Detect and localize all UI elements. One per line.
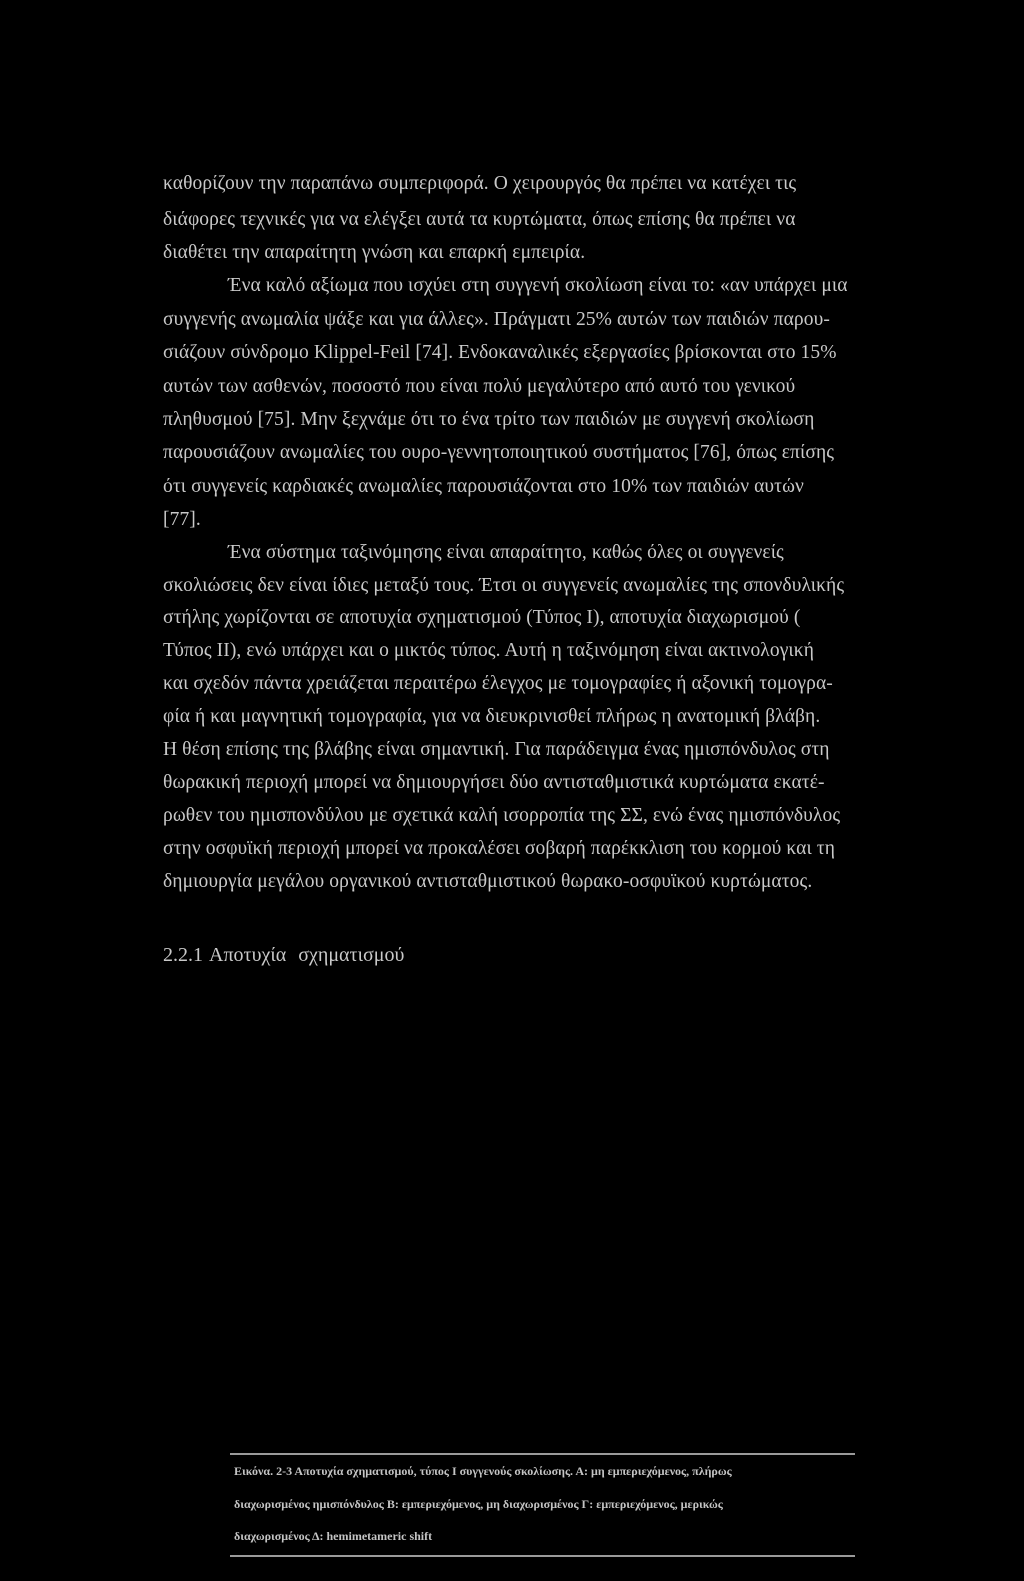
text-line: σιάζουν σύνδρομο Klippel-Feil [74]. Ενδοκαναλικές εξεργασίες βρίσκονται στο 15% bbox=[163, 342, 837, 363]
caption-bottom-rule bbox=[230, 1555, 855, 1557]
text-line: στην οσφυϊκή περιοχή μπορεί να προκαλέσει σοβαρή παρέκκλιση του κορμού και τη bbox=[163, 838, 836, 859]
text-line: ότι συγγενείς καρδιακές ανωμαλίες παρουσιάζονται στο 10% των παιδιών αυτών bbox=[163, 476, 804, 497]
text-line: στήλης χωρίζονται σε αποτυχία σχηματισμού (Τύπος Ι), αποτυχία διαχωρισμού ( bbox=[163, 607, 801, 628]
text-line: φία ή και μαγνητική τομογραφία, για να διευκρινισθεί πλήρως η ανατομική βλάβη. bbox=[163, 706, 821, 727]
text-line: διαθέτει την απαραίτητη γνώση και επαρκή εμπειρία. bbox=[163, 242, 586, 263]
text-line: διάφορες τεχνικές για να ελέγξει αυτά τα κυρτώματα, όπως επίσης θα πρέπει να bbox=[163, 209, 796, 230]
text-line: δημιουργία μεγάλου οργανικού αντισταθμιστικού θωρακο-οσφυϊκού κυρτώματος. bbox=[163, 871, 813, 892]
section-title-word: Αποτυχία bbox=[209, 944, 287, 966]
text-line: σκολιώσεις δεν είναι ίδιες μεταξύ τους. Έτσι οι συγγενείς ανωμαλίες της σπονδυλικής bbox=[163, 575, 845, 596]
caption-top-rule bbox=[230, 1453, 855, 1455]
text-line: πληθυσμού [75]. Μην ξεχνάμε ότι το ένα τρίτο των παιδιών με συγγενή σκολίωση bbox=[163, 409, 815, 430]
text-line: συγγενής ανωμαλία ψάξε και για άλλες». Πράγματι 25% αυτών των παιδιών παρου- bbox=[163, 309, 830, 330]
caption-line: διαχωρισμένος ημισπόνδυλος Β: εμπεριεχόμενος, μη διαχωρισμένος Γ: εμπεριεχόμενος, μερικώς bbox=[234, 1497, 723, 1511]
text-line: Η θέση επίσης της βλάβης είναι σημαντική. Για παράδειγμα ένας ημισπόνδυλος στη bbox=[163, 739, 830, 760]
text-line: καθορίζουν την παραπάνω συμπεριφορά. Ο χειρουργός θα πρέπει να κατέχει τις bbox=[163, 173, 797, 194]
section-number: 2.2.1 bbox=[163, 944, 203, 966]
text-line: ρωθεν του ημισπονδύλου με σχετικά καλή ισορροπία της ΣΣ, ενώ ένας ημισπόνδυλος bbox=[163, 805, 841, 826]
caption-line: Εικόνα. 2-3 Αποτυχία σχηματισμού, τύπος Ι συγγενούς σκολίωσης. Α: μη εμπεριεχόμενος, πλήρως bbox=[234, 1464, 732, 1478]
figure-caption bbox=[230, 1453, 855, 1543]
text-line: παρουσιάζουν ανωμαλίες του ουρο-γεννητοποιητικού συστήματος [76], όπως επίσης bbox=[163, 442, 835, 463]
caption-line: διαχωρισμένος Δ: hemimetameric shift bbox=[234, 1529, 433, 1543]
text-line: Τύπος ΙΙ), ενώ υπάρχει και ο μικτός τύπος. Αυτή η ταξινόμηση είναι ακτινολογική bbox=[163, 640, 814, 661]
text-line: [77]. bbox=[163, 509, 201, 530]
text-line: και σχεδόν πάντα χρειάζεται περαιτέρω έλεγχος με τομογραφίες ή αξονική τομογρα- bbox=[163, 673, 833, 694]
section-title-word: σχηματισμού bbox=[298, 944, 405, 966]
text-line: Ένα σύστημα ταξινόμησης είναι απαραίτητο, καθώς όλες οι συγγενείς bbox=[228, 542, 784, 563]
section-heading bbox=[163, 943, 404, 967]
text-line: αυτών των ασθενών, ποσοστό που είναι πολύ μεγαλύτερο από αυτό του γενικού bbox=[163, 376, 796, 397]
text-line: θωρακική περιοχή μπορεί να δημιουργήσει δύο αντισταθμιστικά κυρτώματα εκατέ- bbox=[163, 772, 825, 793]
text-line: Ένα καλό αξίωμα που ισχύει στη συγγενή σκολίωση είναι το: «αν υπάρχει μια bbox=[228, 275, 848, 296]
